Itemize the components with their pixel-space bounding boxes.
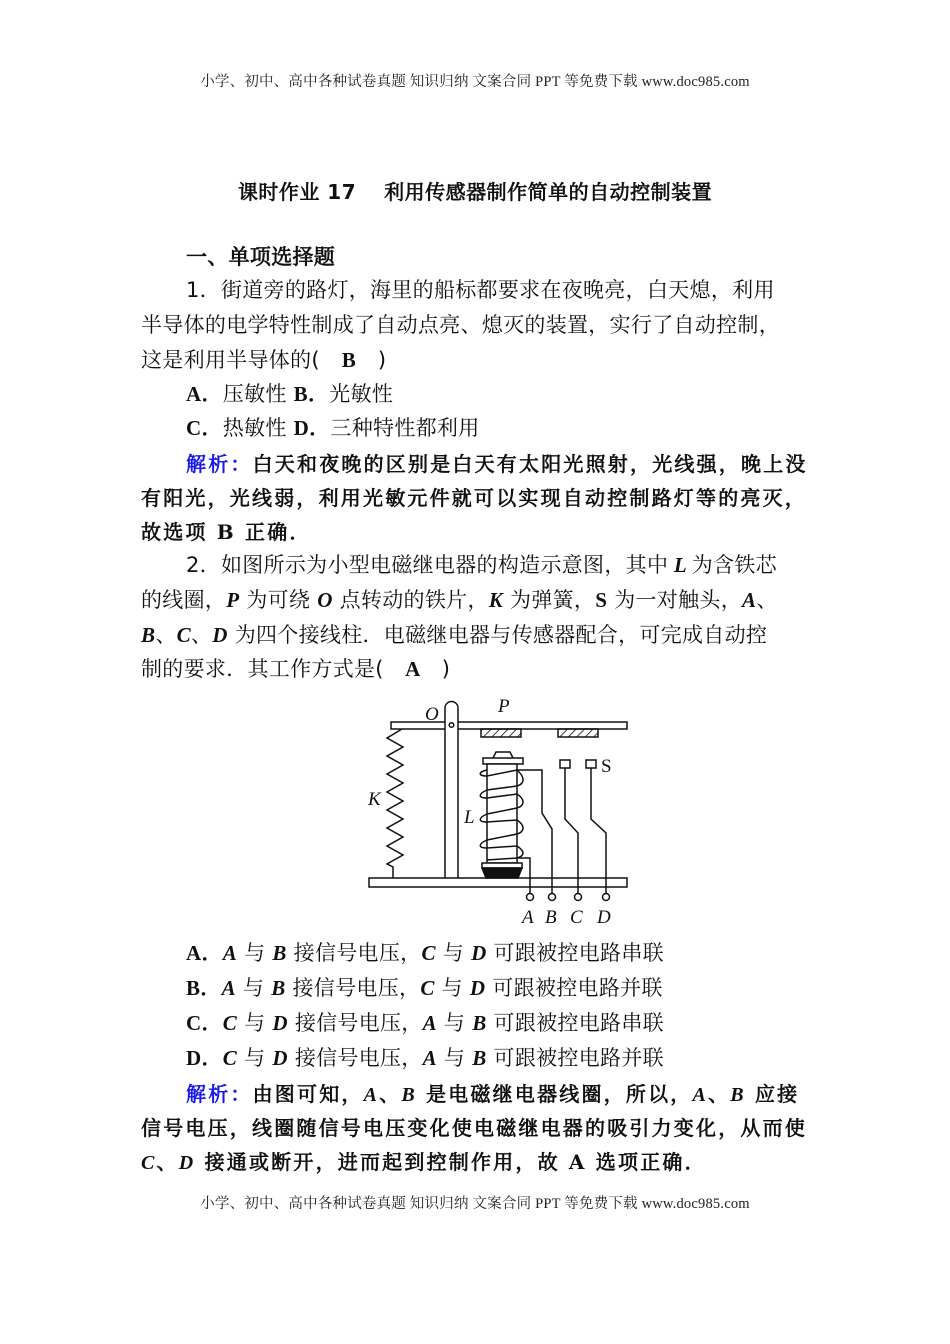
q1-stem-line3: 这是利用半导体的( B ) — [141, 343, 811, 377]
spring-k — [387, 729, 403, 878]
q1-answer: B — [341, 348, 357, 372]
contact-s2 — [586, 760, 596, 768]
q2-option-a: A．A 与 B 接信号电压，C 与 D 可跟被控电路串联 — [186, 941, 664, 965]
armature-pad — [481, 729, 521, 737]
q1-analysis-line3: 故选项 B 正确． — [141, 520, 312, 544]
label-c: C — [570, 907, 583, 928]
label-p: P — [498, 696, 510, 717]
q2-analysis-line2: 信号电压，线圈随信号电压变化使电磁继电器的吸引力变化，从而使 — [141, 1116, 807, 1140]
page-header: 小学、初中、高中各种试卷真题 知识归纳 文案合同 PPT 等免费下载 www.doc985.com — [200, 74, 750, 90]
q1-options-row2: C．热敏性 D．三种特性都利用 — [186, 416, 480, 440]
q2-option-c: C．C 与 D 接信号电压，A 与 B 可跟被控电路串联 — [186, 1011, 664, 1035]
core-top-cap — [483, 758, 523, 764]
q1-stem-line2: 半导体的电学特性制成了自动点亮、熄灭的装置，实行了自动控制， — [141, 313, 780, 337]
contact-s1 — [560, 760, 570, 768]
label-l: L — [464, 807, 475, 828]
label-s: S — [601, 756, 612, 777]
q1-stem-line1: 1．街道旁的路灯，海里的船标都要求在夜晚亮，白天熄，利用 — [186, 278, 775, 302]
analysis-label: 解析： — [186, 1082, 253, 1106]
label-d: D — [597, 907, 611, 928]
q2-analysis-line1: 解析：由图可知，A、B 是电磁继电器线圈，所以，A、B 应接 — [186, 1082, 800, 1106]
q2-stem-line4: 制的要求．其工作方式是( A ) — [141, 652, 811, 686]
q2-analysis-line3: C、D 接通或断开，进而起到控制作用，故 A 选项正确． — [141, 1150, 707, 1174]
label-o: O — [425, 704, 439, 725]
title-prefix: 课时作业 17 — [237, 180, 357, 204]
terminal-d — [603, 894, 610, 901]
q1-option-c: 热敏性 — [222, 416, 287, 440]
page-footer: 小学、初中、高中各种试卷真题 知识归纳 文案合同 PPT 等免费下载 www.doc985.com — [200, 1196, 750, 1212]
q2-stem-line3: B、C、D 为四个接线柱．电磁继电器与传感器配合，可完成自动控 — [141, 623, 768, 647]
pivot-point-o — [449, 723, 454, 728]
section-heading: 一、单项选择题 — [186, 245, 336, 269]
q1-option-b: 光敏性 — [329, 382, 394, 406]
q1-analysis-line2: 有阳光，光线弱，利用光敏元件就可以实现自动控制路灯等的亮灭， — [141, 486, 807, 510]
q1-option-a: 压敏性 — [222, 382, 287, 406]
wire-d — [591, 768, 606, 893]
core-top — [493, 752, 513, 758]
analysis-label: 解析： — [186, 452, 253, 476]
title-main: 利用传感器制作简单的自动控制装置 — [384, 180, 713, 204]
q2-answer: A — [405, 657, 421, 681]
base-plate — [369, 878, 627, 887]
core-base — [482, 868, 522, 878]
terminal-c — [575, 894, 582, 901]
q2-stem-line1: 2．如图所示为小型电磁继电器的构造示意图，其中 L 为含铁芯 — [186, 553, 777, 577]
q1-analysis-line1: 解析：白天和夜晚的区别是白天有太阳光照射，光线强，晚上没 — [186, 452, 808, 476]
terminal-a — [527, 894, 534, 901]
page-title — [0, 176, 950, 205]
terminal-b — [549, 894, 556, 901]
label-a: A — [522, 907, 534, 928]
q1-options-row1: A．压敏性 B．光敏性 — [186, 382, 394, 406]
q2-stem-line2: 的线圈，P 为可绕 O 点转动的铁片，K 为弹簧，S 为一对触头，A、 — [141, 588, 778, 612]
q2-option-d: D．C 与 D 接信号电压，A 与 B 可跟被控电路并联 — [186, 1046, 664, 1070]
contact-pad — [558, 729, 598, 737]
wire-c — [565, 768, 578, 893]
q2-option-b: B．A 与 B 接信号电压，C 与 D 可跟被控电路并联 — [186, 976, 663, 1000]
q1-option-d: 三种特性都利用 — [330, 416, 480, 440]
label-k: K — [368, 789, 381, 810]
relay-diagram — [360, 690, 640, 930]
label-b: B — [545, 907, 557, 928]
